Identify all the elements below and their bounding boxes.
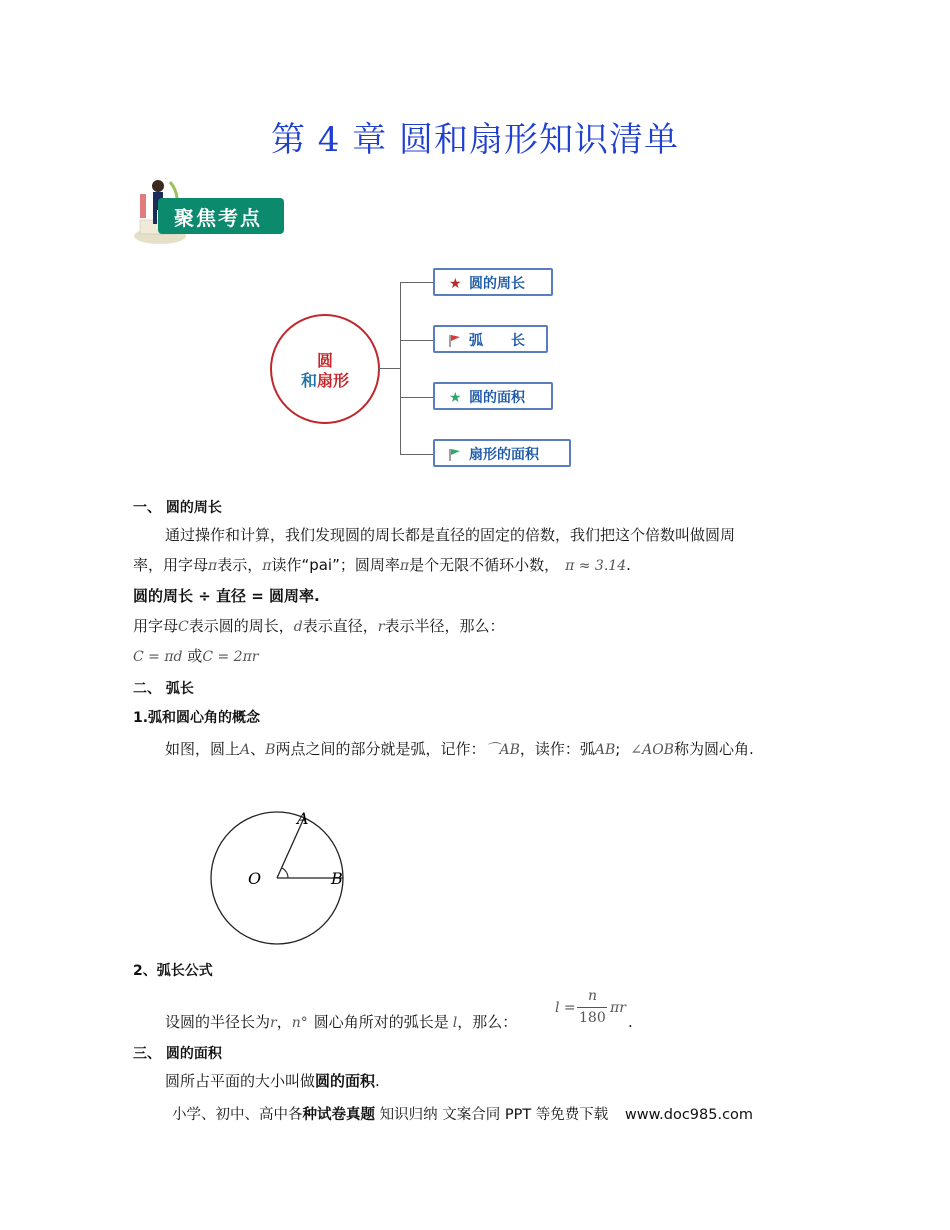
branch-label: 扇形的面积: [469, 447, 539, 463]
text: 圆所占平面的大小叫做: [165, 1072, 316, 1090]
section-3-heading: 三、 圆的面积: [133, 1046, 222, 1062]
var-l: l: [452, 1015, 458, 1031]
branch-label: 圆的周长: [469, 276, 525, 292]
arc-ab-symbol: ⌒AB: [485, 742, 520, 758]
text: 表示直径，: [302, 617, 378, 635]
label-B: B: [331, 869, 343, 888]
var-B: B: [265, 742, 276, 758]
label-A: A: [297, 809, 309, 828]
pi-symbol: π: [262, 558, 272, 574]
footer-text: 小学、初中、高中各: [172, 1107, 303, 1123]
text: 表示圆的周长，: [188, 617, 294, 635]
formula-numerator: n: [588, 988, 598, 1004]
text: 率，用字母: [133, 556, 209, 574]
formula-c-pi-d: C = πd: [133, 649, 183, 665]
var-A: A: [240, 742, 251, 758]
section-1-paragraph-line2: [133, 550, 853, 581]
mindmap-center: [270, 314, 380, 424]
text: ;: [615, 740, 621, 758]
text: 设圆的半径长为: [165, 1013, 271, 1031]
label-O: O: [248, 869, 262, 888]
center-line-1: 圆: [316, 351, 333, 370]
branch-label: 圆的面积: [469, 390, 525, 406]
section-2-arc-formula-text: [165, 1007, 865, 1038]
connector: [400, 397, 434, 398]
var-C: C: [178, 619, 189, 635]
circle-diagram: [200, 800, 380, 950]
section-3-paragraph: [165, 1066, 380, 1096]
banner-label: 聚焦考点: [174, 206, 262, 230]
red-flag-icon: [449, 327, 461, 355]
fraction-bar: [577, 1007, 607, 1008]
text: .: [375, 1072, 380, 1090]
var-d: d: [293, 619, 303, 635]
var-r: r: [270, 1015, 277, 1031]
formula-c-2pi-r: C = 2πr: [202, 649, 259, 665]
text: 表示，: [217, 556, 263, 574]
center-word-shanxing: 扇形: [317, 371, 350, 390]
angle-aob: ∠AOB: [630, 742, 674, 758]
connector: [400, 282, 434, 283]
var-AB: AB: [594, 742, 616, 758]
formula-pi-r: πr: [610, 1000, 626, 1016]
center-line-2: [272, 368, 378, 391]
connector: [400, 340, 434, 341]
text: 是个无限不循环小数，: [409, 556, 560, 574]
red-star-icon: ★: [449, 276, 462, 292]
section-1-definitions: [133, 611, 504, 642]
text: ，读作：弧: [519, 740, 595, 758]
footer-text: 文案合同 PPT 等免费下载: [442, 1107, 609, 1123]
pi-symbol: π: [208, 558, 218, 574]
section-1-heading: 一、 圆的周长: [133, 500, 222, 516]
section-1-rule: 圆的周长 ÷ 直径 = 圆周率.: [133, 587, 320, 605]
text: 表示半径，那么：: [384, 617, 505, 635]
connector: [378, 368, 400, 369]
footer-text: 知识归纳: [375, 1107, 443, 1123]
connector: [400, 454, 434, 455]
branch-sector-area: [433, 439, 571, 467]
section-2-sub2: 2、弧长公式: [133, 963, 213, 979]
text: 或: [187, 647, 203, 665]
text: 用字母: [133, 617, 179, 635]
focus-banner: [130, 176, 290, 246]
text: 如图，圆上: [165, 740, 241, 758]
text: 两点之间的部分就是弧，记作：: [275, 740, 486, 758]
text: 圆心角所对的弧长是: [313, 1013, 449, 1031]
section-2-sub1: 1.弧和圆心角的概念: [133, 710, 261, 726]
text: 读作“pai”；圆周率: [271, 556, 400, 574]
branch-label: 弧 长: [469, 333, 525, 349]
formula-denominator: 180: [579, 1010, 606, 1026]
footer-ad: [172, 1103, 753, 1124]
text: 称为圆心角.: [673, 740, 754, 758]
formula-l-eq: l =: [555, 1000, 576, 1016]
green-star-icon: ★: [449, 390, 462, 406]
pi-approx: π ≈ 3.14: [565, 558, 627, 574]
center-word-he: 和: [300, 371, 317, 390]
section-2-arc-definition: [165, 734, 865, 765]
connector: [400, 282, 401, 454]
branch-circumference: [433, 268, 553, 296]
var-n-degree: n°: [291, 1015, 308, 1031]
section-2-heading: 二、 弧长: [133, 681, 194, 697]
footer-text-bold: 种试卷真题: [302, 1107, 375, 1123]
bold-term: 圆的面积: [315, 1072, 376, 1090]
section-1-paragraph-line1: 通过操作和计算，我们发现圆的周长都是直径的固定的倍数，我们把这个倍数叫做圆周: [165, 526, 736, 544]
formula-period: .: [628, 1013, 633, 1031]
page-title: 第 4 章 圆和扇形知识清单: [270, 120, 680, 160]
section-1-formulas: [133, 641, 258, 672]
text: .: [626, 556, 631, 574]
branch-arc-length: [433, 325, 548, 353]
green-flag-icon: [449, 441, 461, 469]
footer-url[interactable]: www.doc985.com: [624, 1107, 754, 1123]
text: ，: [276, 1013, 292, 1031]
var-r: r: [377, 619, 385, 635]
mind-map: [268, 262, 588, 474]
pi-symbol: π: [399, 558, 410, 574]
angle-arc-icon: [282, 868, 288, 878]
text: ，那么：: [457, 1013, 518, 1031]
text: 、: [250, 740, 266, 758]
branch-circle-area: [433, 382, 553, 410]
